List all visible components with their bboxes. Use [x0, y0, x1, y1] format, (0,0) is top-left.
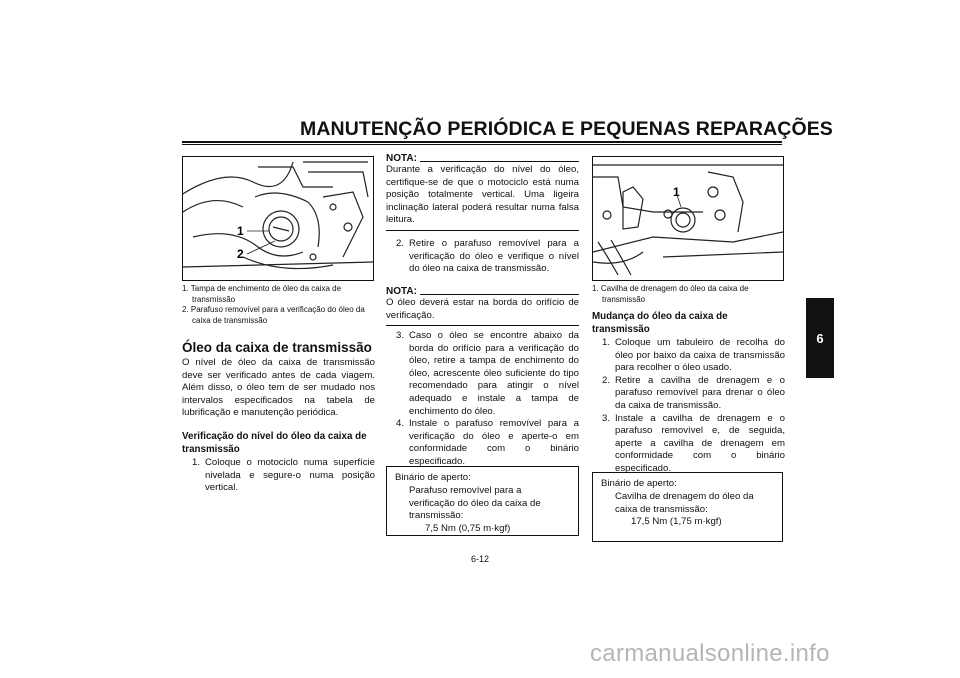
- chapter-tab: 6: [806, 298, 834, 378]
- page-number: 6-12: [471, 554, 490, 564]
- torque-box: [386, 466, 579, 536]
- section-title: Óleo da caixa de transmissão: [182, 340, 372, 355]
- nota-block-2: [386, 286, 579, 326]
- torque-title: Binário de aperto:: [395, 472, 471, 483]
- nota-rule: [420, 288, 579, 295]
- list-item: [592, 375, 785, 413]
- step-number: 2.: [601, 374, 610, 386]
- step-text: Retire a cavilha de drenagem e o parafuso removível para drenar o óleo da caixa de transmissão.: [615, 374, 785, 411]
- step-text: Instale o parafuso removível para a verificação do óleo e aperte-o em conformidade com o binário especificado.: [409, 418, 579, 467]
- list-item: [386, 330, 579, 418]
- list-item: [592, 337, 785, 375]
- nota-end-rule: [386, 325, 579, 326]
- nota-block-1: [386, 153, 579, 231]
- nota-label: NOTA:: [386, 153, 417, 164]
- torque-box: [592, 472, 783, 542]
- step-text: Retire o parafuso removível para a verificação do óleo e verifique o nível do óleo na caixa de transmissão.: [409, 238, 579, 275]
- header-rule: [182, 141, 782, 143]
- transmission-oil-figure: [182, 156, 374, 281]
- steps-list: [182, 457, 375, 495]
- caption-item: 2. Parafuso removível para a verificação do óleo da caixa de transmissão: [182, 305, 365, 325]
- steps-list: [592, 337, 785, 476]
- callout-1: 1: [673, 185, 680, 199]
- caption-item: 1. Cavilha de drenagem do óleo da caixa de transmissão: [592, 284, 749, 304]
- torque-title: Binário de aperto:: [601, 478, 677, 489]
- list-item: [386, 238, 579, 276]
- header-rule-thin: [182, 144, 782, 145]
- step-2: [386, 238, 579, 276]
- nota-rule: [420, 155, 579, 162]
- engine-illustration: [183, 157, 373, 280]
- page-title: MANUTENÇÃO PERIÓDICA E PEQUENAS REPARAÇÕES: [300, 118, 833, 140]
- drain-illustration: [593, 157, 783, 280]
- callout-1: 1: [237, 224, 244, 238]
- torque-value: 7,5 Nm (0,75 m·kgf): [425, 523, 511, 535]
- section-intro: O nível de óleo da caixa de transmissão deve ser verificado antes de cada viagem. Além disso, o óleo tem de ser mudado nos intervalos especificados na tabela de lubrificação e manutenção periódica.: [182, 357, 375, 419]
- nota-label: NOTA:: [386, 286, 417, 297]
- callout-2: 2: [237, 247, 244, 261]
- list-item: [182, 457, 375, 495]
- step-text: Coloque um tabuleiro de recolha do óleo por baixo da caixa de transmissão para recolher o óleo usado.: [615, 337, 785, 374]
- figure-captions: [592, 284, 787, 305]
- step-number: 3.: [395, 330, 404, 341]
- subheading-oil-change: Mudança do óleo da caixa de transmissão: [592, 311, 728, 335]
- nota-text: Durante a verificação do nível do óleo, certifique-se de que o motociclo está numa posição totalmente vertical. Uma ligeira inclinação lateral poderá resultar numa falsa leitura.: [386, 164, 579, 226]
- watermark: carmanualsonline.info: [590, 640, 830, 667]
- drain-bolt-figure: [592, 156, 784, 281]
- caption-item: 1. Tampa de enchimento de óleo da caixa de transmissão: [182, 284, 342, 304]
- list-item: [386, 418, 579, 468]
- torque-item: Parafuso removível para a verificação do óleo da caixa de transmissão:: [409, 484, 541, 522]
- nota-text: O óleo deverá estar na borda do orifício de verificação.: [386, 297, 579, 321]
- nota-end-rule: [386, 230, 579, 231]
- step-number: 1.: [191, 457, 200, 468]
- step-text: Instale a cavilha de drenagem e o parafuso removível e, de seguida, aperte a cavilha de drenagem em conformidade com o binário especificado.: [615, 412, 785, 474]
- step-text: Coloque o motociclo numa superfície nivelada e segure-o numa posição vertical.: [205, 457, 375, 494]
- torque-value: 17,5 Nm (1,75 m·kgf): [631, 516, 722, 528]
- step-number: 1.: [601, 337, 610, 348]
- step-number: 2.: [395, 238, 404, 249]
- torque-item: Cavilha de drenagem do óleo da caixa de transmissão:: [615, 490, 754, 515]
- step-number: 3.: [601, 412, 610, 424]
- subheading-check-level: Verificação do nível do óleo da caixa de transmissão: [182, 431, 367, 455]
- figure-captions: [182, 284, 377, 326]
- step-text: Caso o óleo se encontre abaixo da borda do orifício para a verificação do óleo, retire a tampa de enchimento do óleo, acrescente óleo suficiente do tipo recomendado para atingir o nível adequado e instale a tampa de enchimento do óleo.: [409, 330, 579, 417]
- list-item: [592, 413, 785, 476]
- step-number: 4.: [395, 418, 404, 430]
- steps-list: [386, 330, 579, 469]
